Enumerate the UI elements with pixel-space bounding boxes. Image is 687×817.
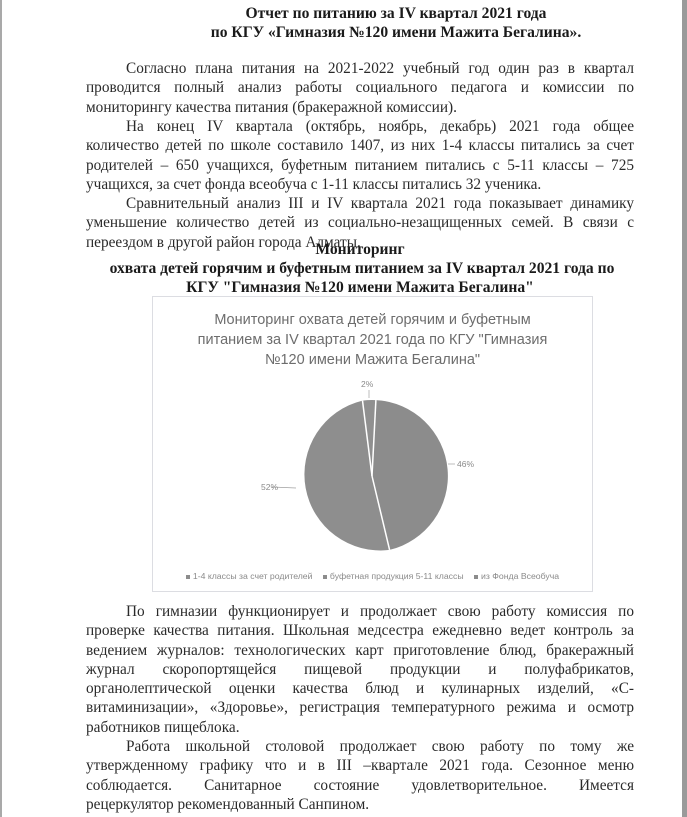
pie-slices <box>304 400 447 550</box>
scan-edge-right <box>682 0 687 817</box>
chart-legend <box>153 571 592 581</box>
legend-item-buffet: буфетная продукция 5-11 классы <box>323 571 464 581</box>
legend-item-fund: из Фонда Всеобуча <box>474 571 559 581</box>
text-line: Работа школьной столовой продолжает свою работу по тому же <box>126 738 634 755</box>
text-line: органолептической оценки качества блюд и кулинарных изделий, «С- <box>86 680 634 698</box>
paragraph-commission <box>86 602 634 737</box>
text-line: ведением журналов: технологических карт приготовление блюд, бракеражный <box>86 641 634 659</box>
text-line: уменьшение количество детей из социально-незащищенных семей. В связи с <box>86 214 634 232</box>
text-line: соблюдается. Санитарное состояние удовлетворительное. Имеется <box>86 776 634 794</box>
text-line: проверке качества питания. Школьная медсестра ежедневно ведет контроль за <box>86 622 634 640</box>
text-line: журнал скоропортящейся пищевой продукции и полуфабрикатов, <box>86 660 634 678</box>
label-2-percent: 2% <box>361 379 374 389</box>
label-46-percent: 46% <box>457 459 475 469</box>
text-line: утвержденному графику что и в III –квартале 2021 года. Сезонное меню <box>86 757 634 775</box>
document-title-line-1: Отчет по питанию за IV квартал 2021 года <box>245 5 547 22</box>
monitoring-heading-line-2: охвата детей горячим и буфетным питанием за IV квартал 2021 года по <box>109 260 615 277</box>
legend-swatch-icon <box>186 575 190 579</box>
text-line: Сравнительный анализ III и IV квартала 2021 года показывает динамику <box>126 195 634 212</box>
text-line: витаминизации», «Здоровье», регистрация температурного режима и осмотр <box>86 699 634 717</box>
text-line: работников пищеблока. <box>86 718 240 736</box>
chart-title: Мониторинг охвата детей горячим и буфетным питанием за IV квартал 2021 года по КГУ "Гимназия №120 имени Мажита Бегалина" <box>197 312 548 368</box>
text-line: По гимназии функционирует и продолжает свою работу комиссия по <box>126 603 634 620</box>
legend-swatch-icon <box>474 575 478 579</box>
text-line: переездом в другой район города Алматы. <box>86 233 361 251</box>
legend-item-parents: 1-4 классы за счет родителей <box>186 571 313 581</box>
text-line: родителей – 650 учащихся, буфетным питанием питались с 5-11 классы – 725 <box>86 156 634 174</box>
text-line: Согласно плана питания на 2021-2022 учебный год один раз в квартал <box>126 60 634 77</box>
paragraph-canteen <box>86 737 634 814</box>
pie-graphic <box>153 297 594 593</box>
label-52-percent: 52% <box>261 482 279 492</box>
text-line: проводится полный анализ работы социального педагога и комиссии по <box>86 79 634 97</box>
monitoring-heading-line-1: Мониторинг <box>315 241 405 258</box>
legend-swatch-icon <box>323 575 327 579</box>
text-line: мониторингу качества питания (бракеражной комиссии). <box>86 98 457 116</box>
scan-edge-left <box>0 0 2 817</box>
document-title-line-2: по КГУ «Гимназия №120 имени Мажита Бегалина». <box>210 24 582 41</box>
text-line: учащихся, за счет фонда всеобуча с 1-11 классы питались 32 ученика. <box>86 175 542 193</box>
text-line: На конец IV квартала (октябрь, ноябрь, декабрь) 2021 года общее <box>126 118 634 135</box>
text-line: рецеркулятор рекомендованный Санпином. <box>86 795 370 813</box>
text-line: количество детей по школе составило 1407, из них 1-4 классы питались за счет <box>86 137 634 155</box>
monitoring-heading-line-3: КГУ "Гимназия №120 имени Мажита Бегалина" <box>186 279 534 296</box>
pie-chart <box>152 296 593 592</box>
paragraph-nutrition-plan <box>86 59 634 117</box>
paragraph-q4-counts <box>86 117 634 194</box>
